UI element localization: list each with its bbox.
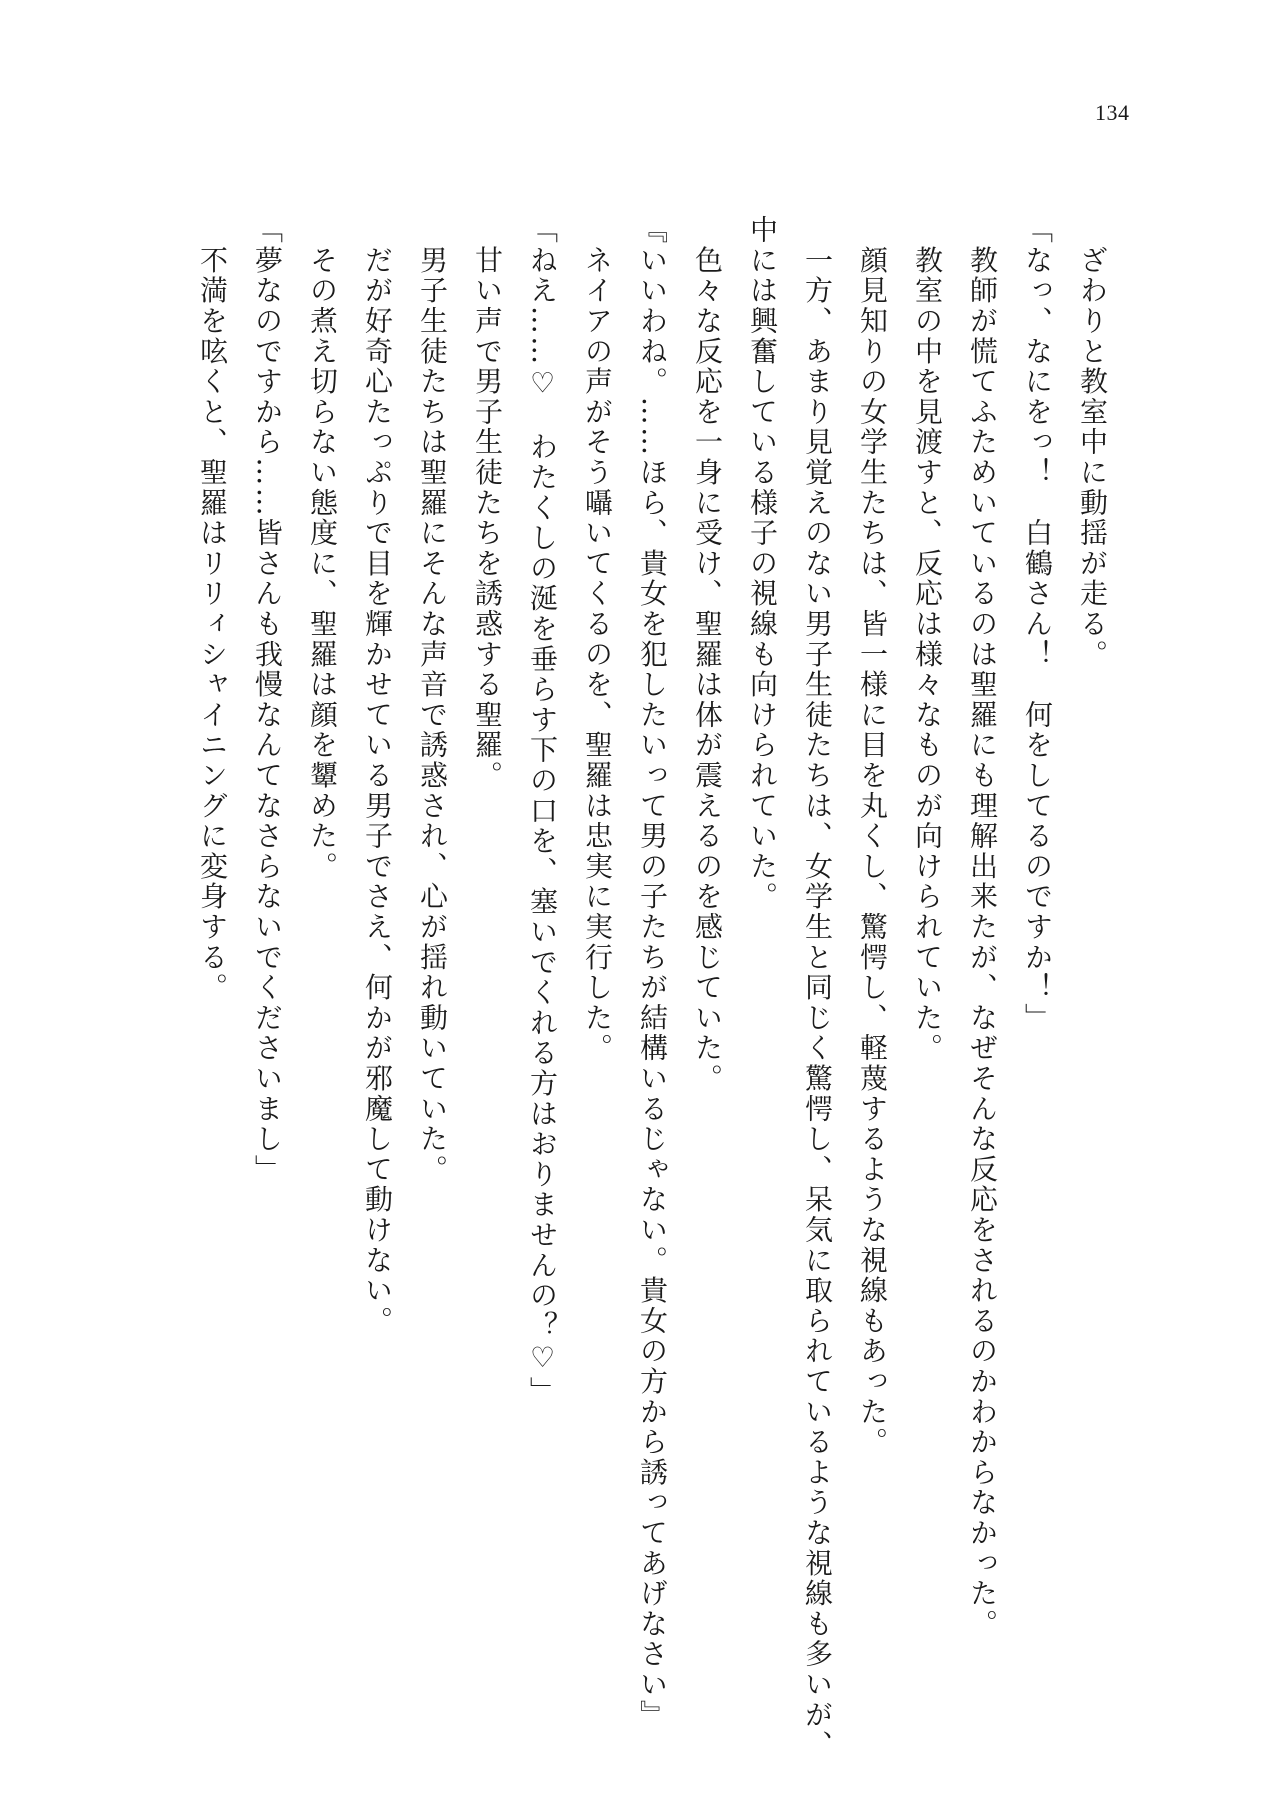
text-line: 教師が慌てふためいているのは聖羅にも理解出来たが、なぜそんな反応をされるのかわからなかった。 bbox=[966, 215, 999, 1640]
text-line: 『いいわね。……ほら、貴女を犯したいって男の子たちが結構いるじゃない。貴女の方から誘ってあげなさい』 bbox=[636, 215, 669, 1730]
text-line: 不満を呟くと、聖羅はリリィシャイニングに変身する。 bbox=[196, 215, 229, 1003]
text-line: 「夢なのですから……皆さんも我慢なんてなさらないでくださいまし」 bbox=[251, 215, 284, 1185]
text-line: ネイアの声がそう囁いてくるのを、聖羅は忠実に実行した。 bbox=[581, 215, 614, 1064]
text-line: 顔見知りの女学生たちは、皆一様に目を丸くし、驚愕し、軽蔑するような視線もあった。 bbox=[856, 215, 889, 1458]
text-line: 一方、あまり見覚えのない男子生徒たちは、女学生と同じく驚愕し、呆気に取られているような視線も多いが、 bbox=[801, 215, 834, 1761]
text-line: 甘い声で男子生徒たちを誘惑する聖羅。 bbox=[471, 215, 504, 791]
text-line: 教室の中を見渡すと、反応は様々なものが向けられていた。 bbox=[911, 215, 944, 1064]
vertical-text-body bbox=[185, 215, 1120, 1761]
text-line: 色々な反応を一身に受け、聖羅は体が震えるのを感じていた。 bbox=[691, 215, 724, 1094]
text-line: 中には興奮している様子の視線も向けられていた。 bbox=[746, 215, 779, 912]
text-line: 「なっ、なにをっ！ 白鶴さん！ 何をしてるのですか！」 bbox=[1021, 215, 1054, 1034]
text-line: 「ねえ……♡ わたくしの涎を垂らす下の口を、塞いでくれる方はおりませんの？♡」 bbox=[526, 215, 559, 1407]
text-line: その煮え切らない態度に、聖羅は顔を顰めた。 bbox=[306, 215, 339, 882]
text-line: だが好奇心たっぷりで目を輝かせている男子でさえ、何かが邪魔して動けない。 bbox=[361, 215, 394, 1337]
text-line: 男子生徒たちは聖羅にそんな声音で誘惑され、心が揺れ動いていた。 bbox=[416, 215, 449, 1185]
text-line: ざわりと教室中に動揺が走る。 bbox=[1076, 215, 1109, 670]
page-number: 134 bbox=[1095, 100, 1130, 125]
